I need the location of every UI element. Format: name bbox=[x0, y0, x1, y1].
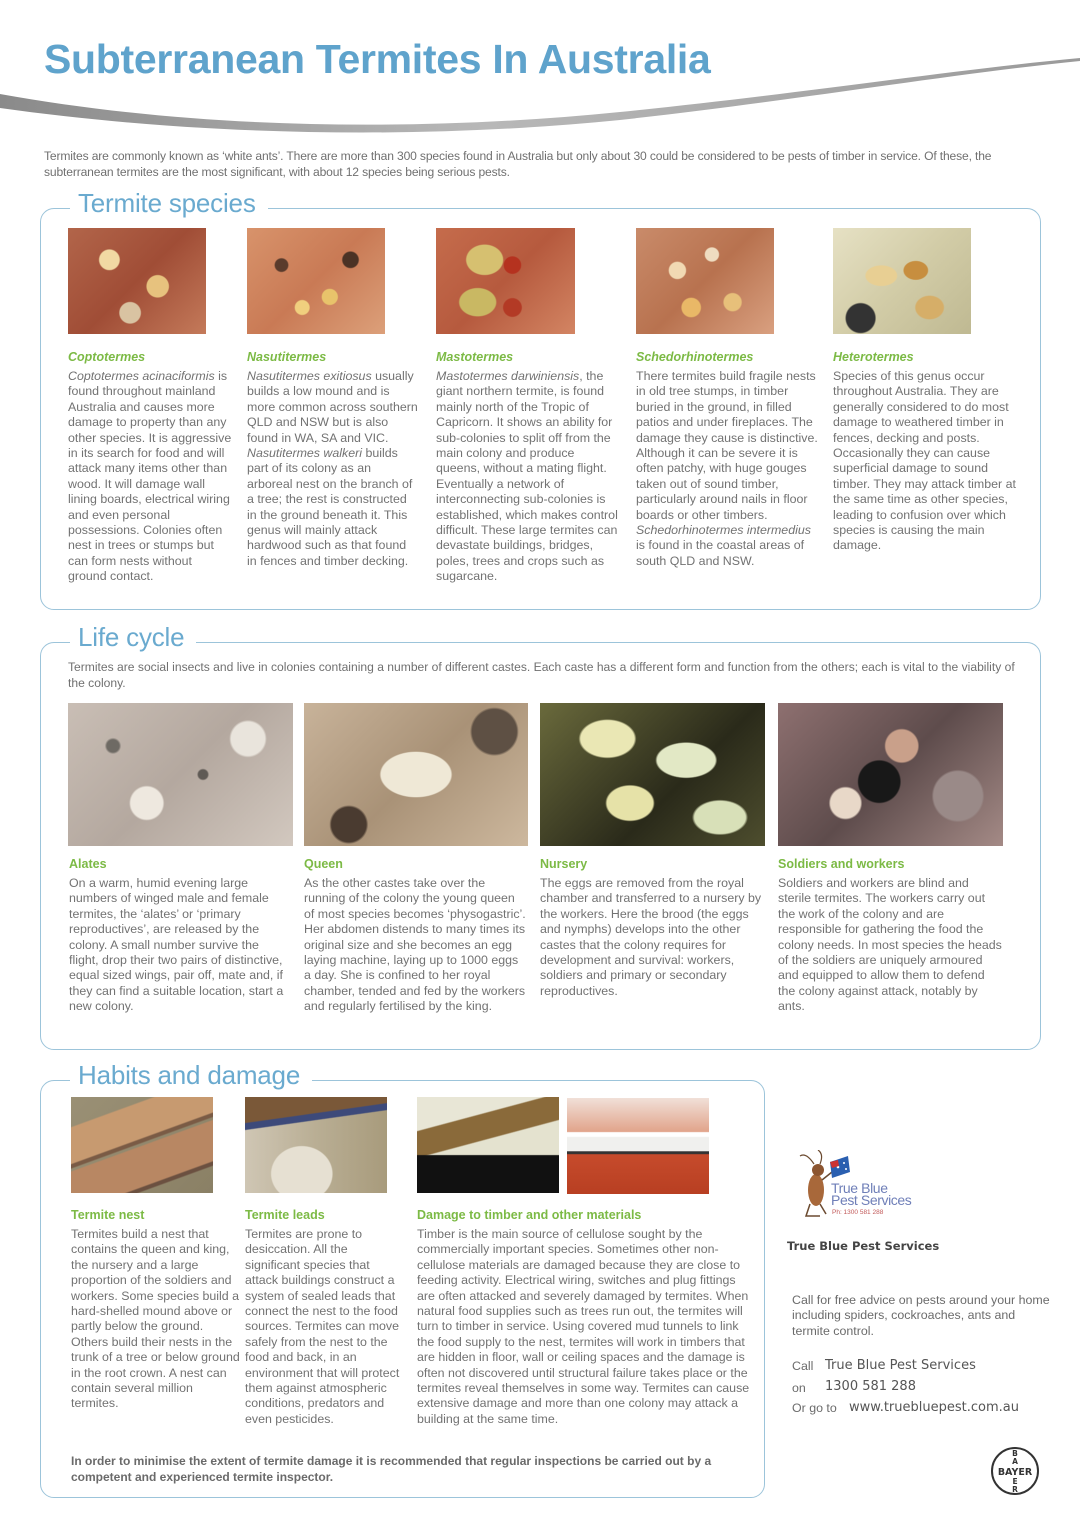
phone-number[interactable]: 1300 581 288 bbox=[825, 1379, 916, 1394]
species-description bbox=[436, 369, 618, 585]
photo-nursery bbox=[540, 703, 765, 846]
lifecycle-description: On a warm, humid evening large numbers of winged male and female termites, the ‘alates’ or ‘primary reproductives’, are released by the colony. A small number survive the flight, drop their two pairs of distinctive, equal sized wings, pair off, mate and, if they can find a suitable location, start a new colony. bbox=[69, 876, 284, 1014]
photo-schedorhinotermes bbox=[636, 228, 774, 334]
logo-phone: Ph: 1300 581 288 bbox=[832, 1209, 884, 1216]
photo-damaged-material bbox=[567, 1098, 709, 1194]
species-latin-name: Schedorhinotermes intermedius bbox=[636, 523, 811, 538]
svg-text:R: R bbox=[1012, 1485, 1018, 1494]
species-heterotermes bbox=[833, 349, 1023, 554]
species-latin-name: Nasutitermes exitiosus bbox=[247, 369, 372, 383]
lifecycle-queen bbox=[304, 856, 528, 1015]
photo-coptotermes bbox=[68, 228, 206, 334]
on-label: on bbox=[792, 1381, 806, 1395]
habits-heading: Termite nest bbox=[71, 1208, 145, 1222]
header-swoosh-decoration bbox=[0, 50, 1080, 140]
species-description bbox=[68, 369, 233, 585]
species-heading: Coptotermes bbox=[68, 350, 146, 364]
species-heading: Heterotermes bbox=[833, 350, 914, 364]
species-text: usually builds a low mound and is more common across southern QLD and NSW but is also found in WA, SA and VIC. bbox=[247, 369, 418, 445]
species-text: builds part of its colony as an arboreal nest on the branch of a tree; the rest is constructed in the ground beneath it. This genus will mainly attack hardwood such as that found in fences and timber decking. bbox=[247, 446, 413, 568]
habits-termite-leads bbox=[245, 1207, 405, 1427]
species-latin-name: Coptotermes acinaciformis bbox=[68, 369, 215, 383]
logo-text-true-blue: True Blue bbox=[831, 1180, 888, 1196]
habits-heading: Damage to timber and other materials bbox=[417, 1208, 642, 1222]
species-latin-name: Mastotermes darwiniensis bbox=[436, 369, 580, 383]
lifecycle-nursery bbox=[540, 856, 762, 999]
bayer-cross-logo-icon bbox=[990, 1446, 1040, 1496]
species-heading: Mastotermes bbox=[436, 350, 514, 364]
section-title-termite-species: Termite species bbox=[70, 188, 268, 218]
page-title: Subterranean Termites In Australia bbox=[44, 36, 711, 82]
species-description bbox=[247, 369, 419, 569]
svg-text:B: B bbox=[1012, 1449, 1018, 1458]
photo-soldiers-and-workers bbox=[778, 703, 1003, 846]
photo-damaged-timber-frame bbox=[417, 1097, 559, 1193]
svg-text:A: A bbox=[1012, 1457, 1018, 1466]
habits-termite-nest bbox=[71, 1207, 241, 1412]
habits-description: Timber is the main source of cellulose sought by the commercially important species. Sometimes other non-cellulose materials are damaged because they are close to feeding activity. Electrical wiring, switches and plug fittings are often attacked and severely damaged by termites. When natural food supplies such as trees run out, the termites will turn to timber in service. Using covered mud tunnels to link the food supply to the nest, termites will work in timbers that are hidden in floor, wall or ceiling spaces and the damage is often not discovered until structural failure takes place or the termites reveal themselves in some way. Termites can cause extensive damage and more than one colony may attack a building at the same time. bbox=[417, 1227, 750, 1426]
call-label: Call bbox=[792, 1359, 814, 1373]
species-text: is found in the coastal areas of south QLD and NSW. bbox=[636, 538, 805, 568]
habits-description: Termites are prone to desiccation. All the significant species that attack buildings construct a system of sealed leads that connect the nest to the food sources. Termites can move safely from the nest to the food and back, in an environment that will protect them against atmospheric conditions, predators and even pesticides. bbox=[245, 1227, 400, 1426]
species-description bbox=[636, 369, 818, 569]
species-text: , the giant northern termite, is found mainly north of the Tropic of Capricorn. It shows an ability for sub-colonies to split off from the main colony and produce queens, without a mating flight. Eventually a network of interconnecting sub-colonies is established, which makes control difficult. These large termites can devastate buildings, bridges, poles, trees and crops such as sugarcane. bbox=[436, 369, 618, 584]
habits-heading: Termite leads bbox=[245, 1208, 325, 1222]
section-title-life-cycle: Life cycle bbox=[70, 622, 196, 652]
svg-text:E: E bbox=[1012, 1477, 1018, 1486]
photo-termite-nest bbox=[71, 1097, 213, 1193]
website-link[interactable]: www.truebluepest.com.au bbox=[849, 1400, 1019, 1415]
lifecycle-heading: Nursery bbox=[540, 857, 588, 871]
photo-nasutitermes bbox=[247, 228, 385, 334]
inspection-recommendation: In order to minimise the extent of termite damage it is recommended that regular inspections be carried out by a competent and experienced termite inspector. bbox=[71, 1454, 712, 1484]
photo-termite-leads bbox=[245, 1097, 387, 1193]
lifecycle-alates bbox=[69, 856, 291, 1015]
species-heading: Schedorhinotermes bbox=[636, 350, 754, 364]
life-cycle-intro: Termites are social insects and live in colonies containing a number of different castes. Each caste has a different form and function from the others; each is vital to the viability of the colony. bbox=[68, 660, 1015, 690]
photo-queen bbox=[304, 703, 528, 846]
call-company-value: True Blue Pest Services bbox=[825, 1358, 976, 1373]
lifecycle-heading: Alates bbox=[69, 857, 107, 871]
lifecycle-heading: Queen bbox=[304, 857, 343, 871]
advice-text: Call for free advice on pests around your home including spiders, cockroaches, ants and termite control. bbox=[792, 1293, 1050, 1338]
species-text: There termites build fragile nests in old tree stumps, in timber buried in the ground, in filled patios and under fireplaces. The damage they cause is distinctive. Although it can be severe it is often patchy, with huge gouges taken out of sound timber, particularly around nails in floor boards or other timbers. bbox=[636, 369, 818, 522]
species-coptotermes bbox=[68, 349, 233, 585]
habits-damage-to-timber bbox=[417, 1207, 752, 1427]
species-heading: Nasutitermes bbox=[247, 350, 327, 364]
species-latin-name: Nasutitermes walkeri bbox=[247, 446, 362, 461]
lifecycle-description: As the other castes take over the running of the colony the young queen of most species becomes ‘physogastric’. Her abdomen distends to many times its original size and she becomes an egg laying machine, laying up to 1000 eggs a day. She is confined to her royal chamber, tended and fed by the workers and regularly fertilised by the king. bbox=[304, 876, 526, 1014]
intro-paragraph: Termites are commonly known as ‘white ants’. There are more than 300 species found in Australia but only about 30 could be considered to be pests of timber in service. Of these, the subterranean termites are the most significant, with about 12 species being serious pests. bbox=[44, 149, 992, 179]
svg-text:BAYER: BAYER bbox=[997, 1467, 1033, 1478]
section-title-habits-and-damage: Habits and damage bbox=[70, 1060, 312, 1090]
lifecycle-description: The eggs are removed from the royal chamber and transferred to a nursery by the workers. Here the brood (the eggs and nymphs) develops into the other castes that the colony requires for development and survival: workers, soldiers and primary or secondary reproductives. bbox=[540, 876, 762, 998]
photo-alates bbox=[68, 703, 293, 846]
species-mastotermes bbox=[436, 349, 618, 585]
goto-label: Or go to bbox=[792, 1401, 837, 1415]
species-description: Species of this genus occur throughout Australia. They are generally considered to do most damage to weathered timber in fences, decking and posts. Occasionally they can cause superficial damage to sound timber. They may attack timber at the same time as other species, leading to confusion over which species is causing the main damage. bbox=[833, 369, 1016, 553]
logo-text-pest-services: Pest Services bbox=[831, 1192, 912, 1208]
photo-heterotermes bbox=[833, 228, 971, 334]
species-schedorhinotermes bbox=[636, 349, 818, 569]
company-name: True Blue Pest Services bbox=[787, 1239, 940, 1253]
lifecycle-description: Soldiers and workers are blind and sterile termites. The workers carry out the work of the colony and are responsible for gathering the food the colony needs. In most species the heads of the soldiers are uniquely armoured and equipped to allow them to defend the colony against attack, notably by ants. bbox=[778, 876, 1002, 1014]
lifecycle-soldiers-and-workers bbox=[778, 856, 1003, 1015]
lifecycle-heading: Soldiers and workers bbox=[778, 857, 905, 871]
photo-mastotermes bbox=[436, 228, 575, 334]
habits-description: Termites build a nest that contains the queen and king, the nursery and a large proportion of the soldiers and workers. Some species build a hard-shelled mound above or partly below the ground. Others build their nests in the trunk of a tree or below ground in the root crown. A nest can contain several million termites. bbox=[71, 1227, 240, 1411]
species-text: is found throughout mainland Australia and causes more damage to property than any other species. It is aggressive in its search for food and will attack many items other than wood. It will damage wall lining boards, electrical wiring and even personal possessions. Colonies often nest in trees or stumps but can form nests without ground contact. bbox=[68, 369, 232, 584]
species-nasutitermes bbox=[247, 349, 419, 569]
